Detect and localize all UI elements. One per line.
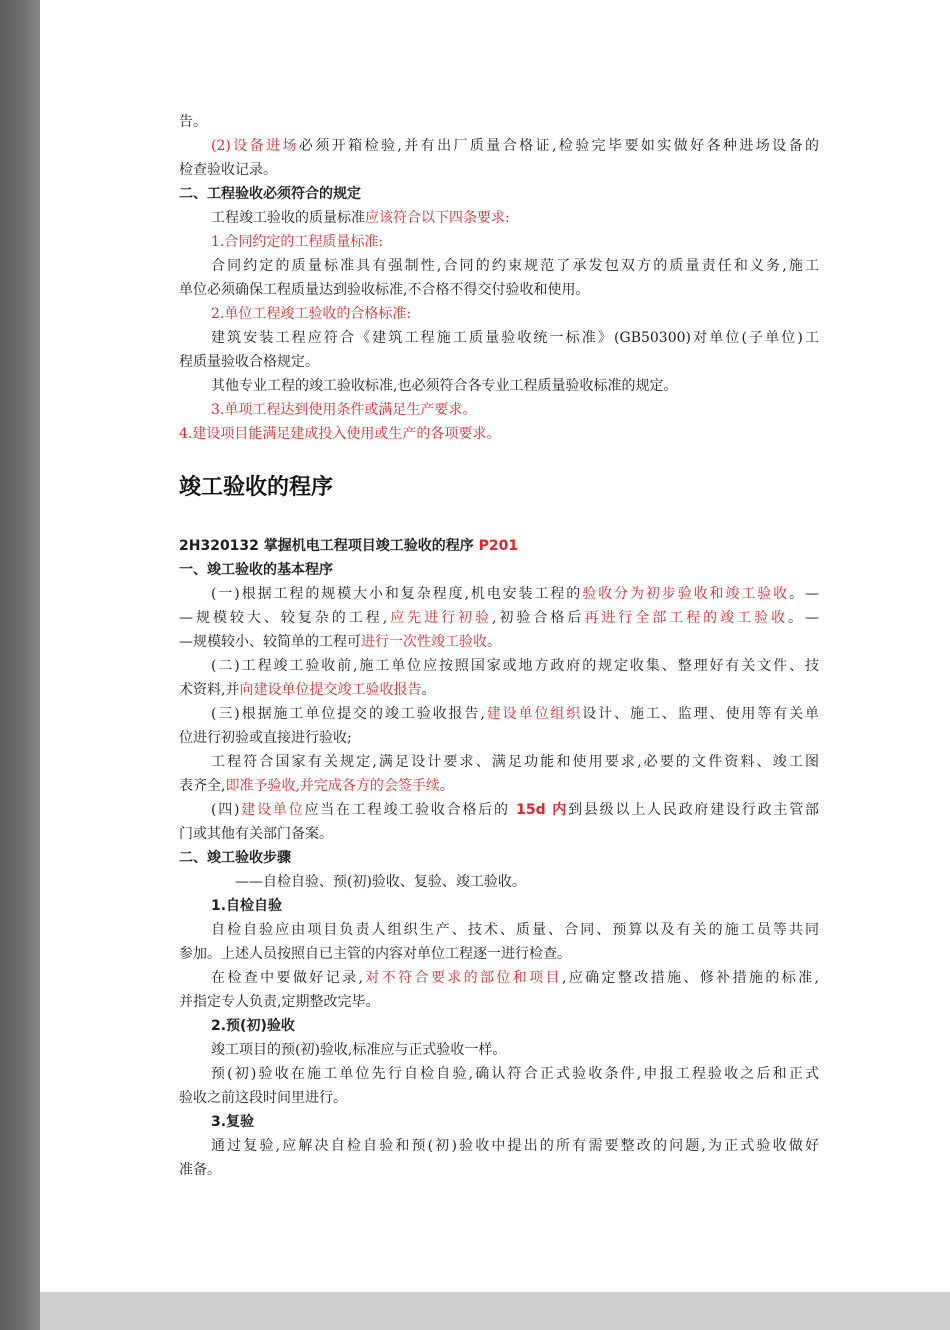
- text-line-p4: [179, 182, 819, 206]
- text-segment: 建设单位组织: [484, 706, 583, 722]
- text-line-p3: [179, 158, 819, 182]
- text-segment: 2H320132 掌握机电工程项目竣工验收的程序: [179, 538, 479, 554]
- text-line-p1: [179, 110, 819, 134]
- text-segment: 合同约定的质量标准具有强制性,合同的约束规范了承发包双方的质量责任和义务,施工: [211, 258, 819, 274]
- text-segment: (三)根据施工单位提交的竣工验收报告,: [211, 706, 485, 722]
- text-segment: ,初验合格后: [492, 610, 585, 626]
- text-line-p10: [211, 326, 819, 350]
- text-segment: 2.单位工程竣工验收的合格标准:: [211, 306, 412, 322]
- text-segment: 。: [487, 634, 501, 650]
- section-heading: 竣工验收的程序: [179, 475, 334, 500]
- text-segment: 验收分为初步验收和竣工验收: [582, 586, 790, 602]
- text-segment: 自检自验应由项目负责人组织生产、技术、质量、合同、预算以及有关的施工员等共同: [211, 922, 819, 938]
- text-line-p35: [211, 1014, 819, 1038]
- text-segment: 建筑安装工程应符合《建筑工程施工质量验收统一标准》(GB50300)对单位(子单位)工: [211, 330, 819, 346]
- text-line-p38: [179, 1086, 819, 1110]
- text-line-p41: [179, 1158, 819, 1182]
- page-bottom-bar: [40, 1292, 950, 1330]
- text-line-p33: [211, 966, 819, 990]
- text-segment: 2.预(初)验收: [211, 1018, 295, 1034]
- text-segment: (一)根据工程的规模大小和复杂程度,机电安装工程的: [211, 586, 583, 602]
- text-line-p19: [179, 630, 819, 654]
- text-segment: 单位必须确保工程质量达到验收标准,不合格不得交付验收和使用。: [179, 282, 590, 298]
- text-line-p27: [179, 822, 819, 846]
- text-segment: 参加。上述人员按照自已主管的内容对单位工程逐一进行检查。: [179, 946, 571, 962]
- text-segment: 应该符合以下四条要求:: [365, 210, 510, 226]
- text-line-p20: [211, 654, 819, 678]
- text-segment: 建设单位: [239, 802, 305, 818]
- text-line-p29: [235, 870, 819, 894]
- text-line-p21: [179, 678, 819, 702]
- text-segment: 表齐全,: [179, 778, 226, 794]
- text-segment: 程质量验收合格规定。: [179, 354, 319, 370]
- text-segment: 。: [439, 778, 454, 794]
- text-segment: 竣工项目的预(初)验收,标准应与正式验收一样。: [211, 1042, 507, 1058]
- text-line-p25: [179, 774, 819, 798]
- text-segment: (2)设备进场: [211, 138, 299, 154]
- text-segment: 进行一次性竣工验收: [361, 634, 487, 650]
- text-segment: 。: [421, 682, 436, 698]
- text-line-p17: [211, 582, 819, 606]
- text-line-p34: [179, 990, 819, 1014]
- text-segment: ——自检自验、预(初)验收、复验、竣工验收。: [235, 874, 526, 890]
- text-segment: ,应确定整改措施、修补措施的标准,: [561, 970, 819, 986]
- text-segment: 再进行全部工程的竣工验收: [584, 610, 789, 626]
- text-line-p15: [179, 534, 819, 558]
- text-segment: 通过复验,应解决自检自验和预(初)验收中提出的所有需要整改的问题,为正式验收做好: [211, 1138, 819, 1154]
- text-segment: 检查验收记录。: [179, 162, 277, 178]
- text-segment: 一、竣工验收的基本程序: [179, 562, 333, 578]
- text-segment: 二、竣工验收步骤: [179, 850, 291, 866]
- text-segment: 3.单项工程达到使用条件或满足生产要求。: [211, 402, 477, 418]
- text-segment: 在检查中要做好记录,: [211, 970, 363, 986]
- text-segment: 1.自检自验: [211, 898, 283, 914]
- text-line-p6: [211, 230, 819, 254]
- text-line-p28: [179, 846, 819, 870]
- text-segment: 必须开箱检验,并有出厂质量合格证,检验完毕要如实做好各种进场设备的: [298, 138, 819, 154]
- text-line-p16: [179, 558, 819, 582]
- text-segment: 工程符合国家有关规定,满足设计要求、满足功能和使用要求,必要的文件资料、竣工图: [211, 754, 819, 770]
- text-segment: 应当在工程竣工验收合格后的: [304, 802, 517, 818]
- text-segment: 15d 内: [516, 802, 569, 818]
- text-segment: 即准予验收,并完成各方的会签手续: [225, 778, 440, 794]
- text-line-p39: [211, 1110, 819, 1134]
- text-segment: 到县级以上人民政府建设行政主管部: [568, 802, 819, 818]
- text-line-p5: [211, 206, 819, 230]
- text-line-p24: [211, 750, 819, 774]
- text-line-p13: [211, 398, 819, 422]
- text-segment: 。—: [788, 610, 819, 626]
- text-line-p36: [211, 1038, 819, 1062]
- text-line-p23: [179, 726, 819, 750]
- text-line-p8: [179, 278, 819, 302]
- text-line-p9: [211, 302, 819, 326]
- text-segment: 术资料,并: [179, 682, 240, 698]
- text-segment: 二、工程验收必须符合的规定: [179, 186, 361, 202]
- text-segment: (四): [211, 802, 240, 818]
- text-line-p12: [211, 374, 819, 398]
- text-segment: 1.合同约定的工程质量标准:: [211, 234, 384, 250]
- text-line-p26: [211, 798, 819, 822]
- text-segment: —规模较小、较简单的工程可: [179, 634, 361, 650]
- text-segment: 并指定专人负责,定期整改完毕。: [179, 994, 380, 1010]
- text-line-p2: [211, 134, 819, 158]
- text-line-p18: [179, 606, 819, 630]
- text-segment: 设计、施工、监理、使用等有关单: [582, 706, 819, 722]
- text-line-p30: [211, 894, 819, 918]
- text-line-p11: [179, 350, 819, 374]
- text-segment: —规模较大、较复杂的工程,: [179, 610, 388, 626]
- text-line-p31: [211, 918, 819, 942]
- text-segment: 告。: [179, 114, 207, 130]
- text-line-p7: [211, 254, 819, 278]
- text-segment: P201: [478, 538, 519, 554]
- text-segment: 对不符合要求的部位和项目: [362, 970, 562, 986]
- text-segment: 。—: [789, 586, 819, 602]
- text-segment: 应先进行初验: [387, 610, 493, 626]
- text-line-p37: [211, 1062, 819, 1086]
- text-segment: 4.建设项目能满足建成投入使用或生产的各项要求。: [179, 426, 501, 442]
- text-segment: 向建设单位提交竣工验收报告: [239, 682, 422, 698]
- text-segment: 3.复验: [211, 1114, 255, 1130]
- text-segment: 其他专业工程的竣工验收标准,也必须符合各专业工程质量验收标准的规定。: [211, 378, 678, 394]
- text-segment: 验收之前这段时间里进行。: [179, 1090, 347, 1106]
- text-line-p40: [211, 1134, 819, 1158]
- text-segment: (二)工程竣工验收前,施工单位应按照国家或地方政府的规定收集、整理好有关文件、技: [211, 658, 819, 674]
- text-segment: 门或其他有关部门备案。: [179, 826, 333, 842]
- text-segment: 位进行初验或直接进行验收;: [179, 730, 352, 746]
- text-line-p32: [179, 942, 819, 966]
- text-segment: 预(初)验收在施工单位先行自检自验,确认符合正式验收条件,申报工程验收之后和正式: [211, 1066, 819, 1082]
- text-segment: 准备。: [179, 1162, 221, 1178]
- text-line-p14: [179, 422, 819, 446]
- text-segment: 工程竣工验收的质量标准: [211, 210, 365, 226]
- text-line-p22: [211, 702, 819, 726]
